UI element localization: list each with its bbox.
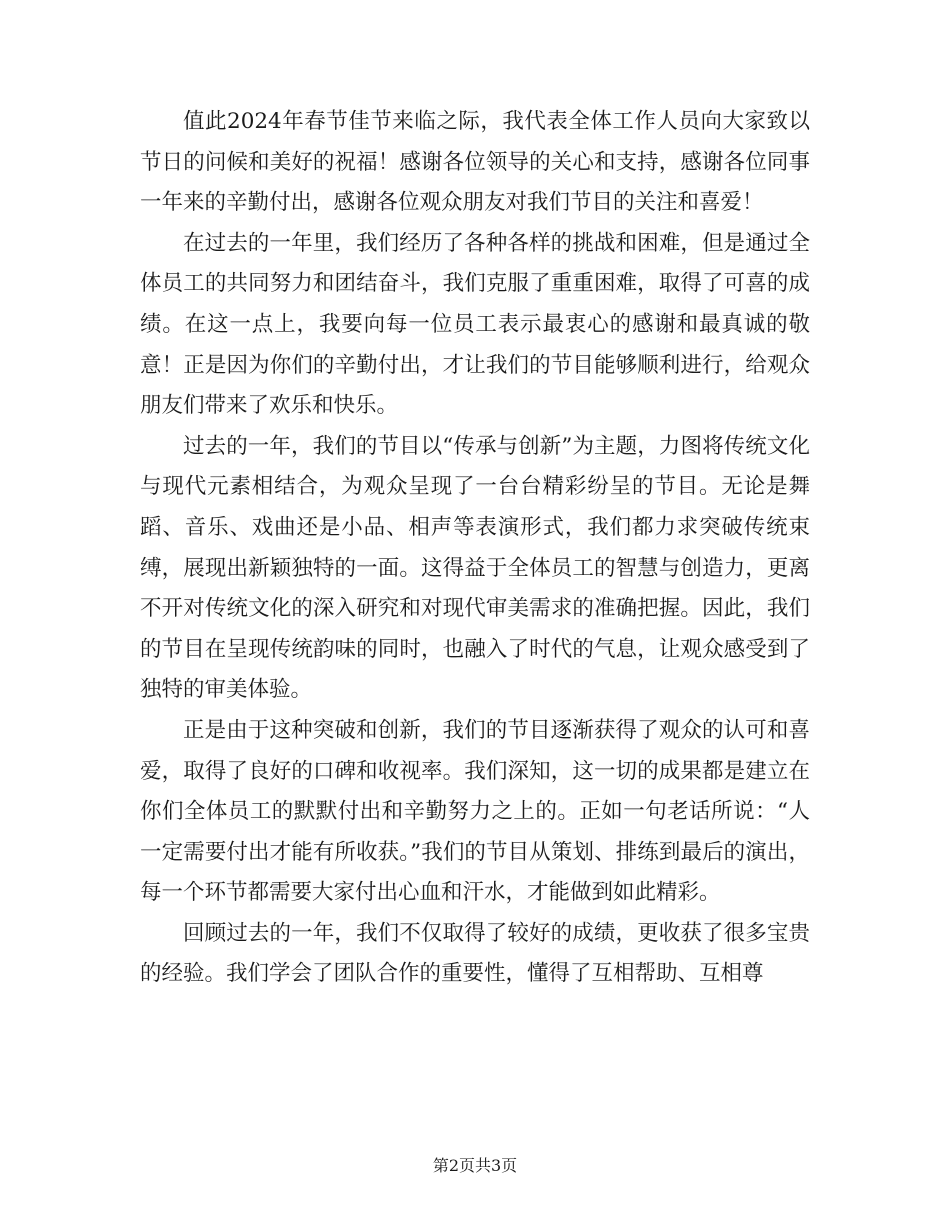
paragraph-1: 值此2024年春节佳节来临之际，我代表全体工作人员向大家致以节日的问候和美好的祝福！感谢各位领导的关心和支持，感谢各位同事一年来的辛勤付出，感谢各位观众朋友对我们节目的关注和喜爱！ xyxy=(140,109,810,216)
paragraph-4: 正是由于这种突破和创新，我们的节目逐渐获得了观众的认可和喜爱，取得了良好的口碑和收视率。我们深知，这一切的成果都是建立在你们全体员工的默默付出和辛勤努力之上的。正如一句老话所说：“人一定需要付出才能有所收获。”我们的节目从策划、排练到最后的演出，每一个环节都需要大家付出心血和汗水，才能做到如此精彩。 xyxy=(140,717,810,906)
document-body xyxy=(140,102,810,995)
paragraph-5: 回顾过去的一年，我们不仅取得了较好的成绩，更收获了很多宝贵的经验。我们学会了团队合作的重要性，懂得了互相帮助、互相尊 xyxy=(140,920,810,987)
page-number-footer: 第2页共3页 xyxy=(432,1156,518,1175)
paragraph-3: 过去的一年，我们的节目以“传承与创新”为主题，力图将传统文化与现代元素相结合，为观众呈现了一台台精彩纷呈的节目。无论是舞蹈、音乐、戏曲还是小品、相声等表演形式，我们都力求突破传统束缚，展现出新颖独特的一面。这得益于全体员工的智慧与创造力，更离不开对传统文化的深入研究和对现代审美需求的准确把握。因此，我们的节目在呈现传统韵味的同时，也融入了时代的气息，让观众感受到了独特的审美体验。 xyxy=(140,433,810,703)
paragraph-2: 在过去的一年里，我们经历了各种各样的挑战和困难，但是通过全体员工的共同努力和团结奋斗，我们克服了重重困难，取得了可喜的成绩。在这一点上，我要向每一位员工表示最衷心的感谢和最真诚的敬意！正是因为你们的辛勤付出，才让我们的节目能够顺利进行，给观众朋友们带来了欢乐和快乐。 xyxy=(140,230,810,419)
